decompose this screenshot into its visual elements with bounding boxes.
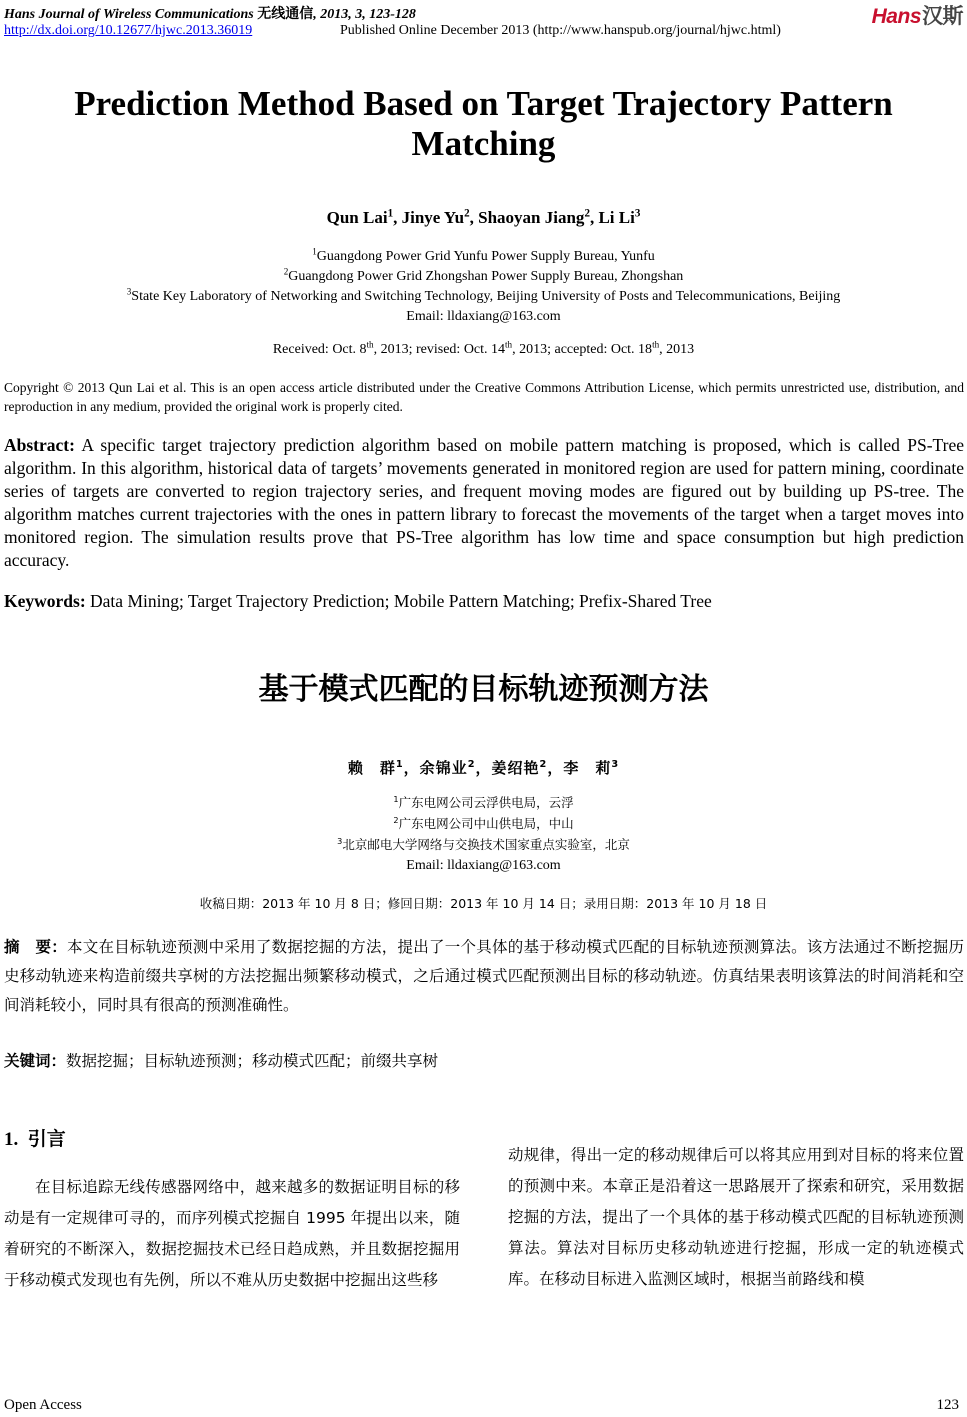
title-line-1: Prediction Method Based on Target Trajectory Pattern — [74, 84, 893, 123]
body-column-left: 在目标追踪无线传感器网络中，越来越多的数据证明目标的移动是有一定规律可寻的，而序列模式挖掘自 1995 年提出以来，随着研究的不断深入，数据挖掘技术已经日趋成熟，并且数据挖掘用于移动模式发现也有先例，所以不难从历史数据中挖掘出这些移 — [4, 1178, 460, 1289]
keywords-en — [4, 591, 712, 612]
keywords-text: Data Mining; Target Trajectory Prediction; Mobile Pattern Matching; Prefix-Shared Tree — [90, 591, 712, 611]
email: Email: lldaxiang@163.com — [406, 309, 561, 324]
authors-en: Qun Lai$^1$, Jinye Yu$^2$, Shaoyan Jiang$^2$, Li Li$^3$ — [326, 207, 641, 227]
author-name: Qun Lai — [326, 208, 388, 227]
body-column-right: 动规律，得出一定的移动规律后可以将其应用到对目标的将来位置的预测中来。本章正是沿着这一思路展开了探索和研究，采用数据挖掘的方法，提出了一个具体的基于移动模式匹配的目标轨迹预测算法。算法对目标历史移动轨迹进行挖掘，形成一定的轨迹模式库。在移动目标进入监测区域时，根据当前路线和模 — [508, 1146, 964, 1288]
journal-name-en: Hans Journal of Wireless Communications — [4, 7, 254, 22]
keywords-label-cn: 关键词： — [4, 1052, 67, 1070]
doi-link[interactable]: http://dx.doi.org/10.12677/hjwc.2013.36019 — [4, 23, 253, 38]
copyright-notice: Copyright © 2013 Qun Lai et al. This is an open access article distributed under the Creative Commons Attribution License, which permits unrestricted use, distribution, and reproduction in any medium, provided the original work is properly cited. — [4, 380, 964, 414]
abstract-label-cn: 摘 要： — [4, 938, 67, 956]
email: Email: lldaxiang@163.com — [406, 858, 561, 873]
abstract-text: A specific target trajectory prediction algorithm based on mobile pattern matching is proposed, which is called PS-Tree algorithm. In this algorithm, historical data of targets’ movements generated in monitored region are used for pattern mining, coordinate series of targets are converted to region trajectory series, and frequent moving modes are figured out by building up PS-tree. The algorithm matches current trajectories with the ones in pattern library to forecast the movements of the target when a target moves into monitored region. The simulation results prove that PS-Tree algorithm has low time and space consumption but high prediction accuracy. — [4, 435, 964, 570]
author-name: Jinye Yu — [401, 208, 465, 227]
dates-en: Received: Oct. 8th, 2013; revised: Oct. 14th, 2013; accepted: Oct. 18th, 2013 — [272, 339, 695, 357]
author-name: Li Li — [598, 208, 635, 227]
keywords-cn — [4, 1049, 438, 1071]
authors-cn: 赖 群$^1$，余锦业$^2$，姜绍艳$^2$，李 莉$^3$ — [347, 759, 620, 777]
abstract-text-cn: 本文在目标轨迹预测中采用了数据挖掘的方法，提出了一个具体的基于移动模式匹配的目标轨迹预测算法。该方法通过不断挖掘历史移动轨迹来构造前缀共享树的方法挖掘出频繁移动模式，之后通过模式匹配预测出目标的移动轨迹。仿真结果表明该算法的时间消耗和空间消耗较小，同时具有很高的预测准确性。 — [4, 938, 964, 1014]
affiliation: $^3$State Key Laboratory of Networking and Switching Technology, Beijing University of Posts and Telecommunications, Beijing — [126, 286, 841, 304]
affiliation: $^2$广东电网公司中山供电局，中山 — [393, 814, 574, 831]
footer-open-access: Open Access — [4, 1397, 82, 1413]
published-online: Published Online December 2013 (http://www.hanspub.org/journal/hjwc.html) — [340, 23, 781, 38]
affiliation: $^1$广东电网公司云浮供电局，云浮 — [393, 793, 574, 810]
title-line-2: Matching — [411, 124, 556, 163]
abstract-label: Abstract: — [4, 435, 75, 455]
journal-name-cn: 无线通信 — [257, 7, 314, 22]
abstract-cn — [4, 933, 964, 1020]
abstract-en — [4, 434, 964, 572]
keywords-label: Keywords: — [4, 591, 86, 611]
section-heading: 1. 引言 — [4, 1128, 66, 1150]
journal-header — [4, 3, 416, 23]
affiliations-en — [0, 247, 967, 327]
paper-title-cn: 基于模式匹配的目标轨迹预测方法 — [258, 672, 709, 707]
author-name: Shaoyan Jiang — [478, 208, 585, 227]
dates-cn: 收稿日期：2013 年 10 月 8 日；修回日期：2013 年 10 月 14 日；录用日期：2013 年 10 月 18 日 — [199, 896, 768, 911]
paper-title-en — [0, 84, 967, 164]
affiliation: $^2$Guangdong Power Grid Zhongshan Power Supply Bureau, Zhongshan — [283, 266, 684, 284]
affiliation: $^3$北京邮电大学网络与交换技术国家重点实验室，北京 — [337, 835, 630, 852]
hans-logo: Hans汉斯 — [871, 5, 963, 28]
keywords-text-cn: 数据挖掘；目标轨迹预测；移动模式匹配；前缀共享树 — [66, 1052, 439, 1070]
journal-volume: , 2013, 3, 123-128 — [313, 7, 416, 22]
affiliations-cn — [0, 792, 967, 876]
page-number: 123 — [936, 1397, 959, 1413]
affiliation: $^1$Guangdong Power Grid Yunfu Power Supply Bureau, Yunfu — [312, 246, 655, 264]
